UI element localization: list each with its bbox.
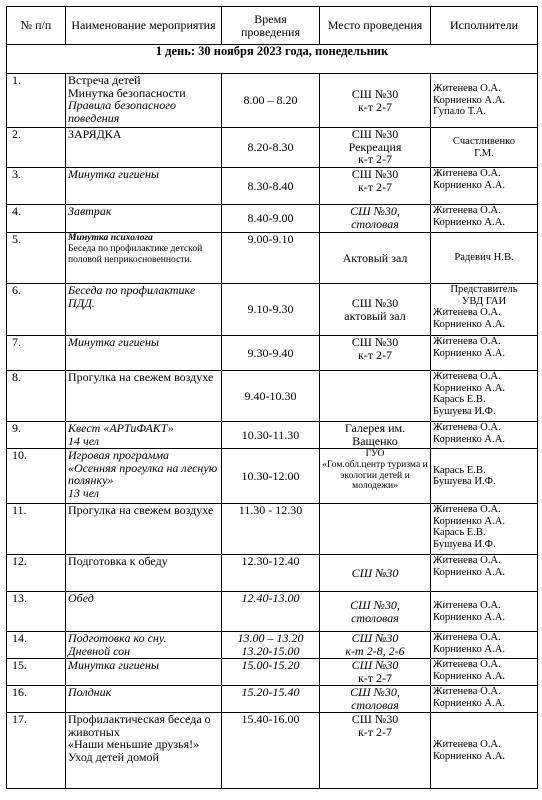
executor: Корниенко А.А. xyxy=(433,347,505,359)
event-place xyxy=(320,449,431,504)
event-name xyxy=(66,205,222,233)
event-place-line: СШ №30 xyxy=(351,127,399,141)
table-row xyxy=(7,449,538,504)
event-place-line: СШ №30 xyxy=(351,712,399,726)
event-name-line: Уход детей домой xyxy=(68,749,159,764)
table-row xyxy=(7,659,538,686)
row-number: 11. xyxy=(7,504,66,555)
row-number: 14. xyxy=(7,632,66,659)
table-row xyxy=(7,686,538,713)
event-executors xyxy=(431,284,538,336)
table-row xyxy=(7,336,538,371)
event-place-line: СШ №30 xyxy=(351,631,399,645)
executor: Корниенко А.А. xyxy=(433,697,505,709)
executor: Г.М. xyxy=(474,147,494,159)
executor: Корниенко А.А. xyxy=(433,515,505,527)
row-number: 13. xyxy=(7,592,66,632)
row-number: 4. xyxy=(7,205,66,233)
executor: Житенева О.А. xyxy=(433,504,501,515)
executor: Житенева О.А. xyxy=(433,422,501,433)
event-executors xyxy=(431,592,538,632)
table-row xyxy=(7,422,538,449)
executor: Корниенко А.А. xyxy=(433,94,505,106)
event-place-line: к-т 2-7 xyxy=(357,179,393,194)
event-name xyxy=(66,504,222,555)
event-executors xyxy=(431,336,538,371)
event-name-line: Минутка психолога xyxy=(68,232,153,243)
event-time xyxy=(222,632,320,659)
table-row xyxy=(7,205,538,233)
event-place-line: ГУО xyxy=(365,448,385,459)
event-time: 15.20-15.40 xyxy=(222,686,320,713)
row-number: 16. xyxy=(7,686,66,713)
event-name-line: Подготовка к обеду xyxy=(68,554,168,568)
event-place xyxy=(320,504,431,555)
executor: Корниенко А.А. xyxy=(433,670,505,682)
table-row xyxy=(7,371,538,422)
schedule-table xyxy=(6,6,538,789)
row-number: 5. xyxy=(7,233,66,284)
event-name-line: Полдник xyxy=(68,685,112,699)
event-time-line: 13.00 – 13.20 xyxy=(237,631,304,645)
event-place-line: столовая xyxy=(351,697,399,712)
executor: Корниенко А.А. xyxy=(433,433,505,445)
event-place xyxy=(320,592,431,632)
executor: Житенева О.А. xyxy=(433,205,501,216)
event-time: 15.40-16.00 xyxy=(222,713,320,789)
table-row xyxy=(7,592,538,632)
event-name xyxy=(66,284,222,336)
event-name-line: 13 чел xyxy=(68,485,99,500)
event-executors xyxy=(431,686,538,713)
event-name-line: Обед xyxy=(68,591,94,605)
executor: Житенева О.А. xyxy=(433,307,501,318)
event-place xyxy=(320,659,431,686)
header-name: Наименование мероприятия xyxy=(66,7,222,45)
event-executors xyxy=(431,74,538,128)
event-name-line: Завтрак xyxy=(68,204,112,218)
event-executors xyxy=(431,371,538,422)
event-place xyxy=(320,371,431,422)
event-name-line: Минутка гигиены xyxy=(68,658,160,672)
event-executors xyxy=(431,555,538,592)
header-row xyxy=(7,7,538,45)
event-name xyxy=(66,422,222,449)
event-name-line: Беседа по профилактике ПДД. xyxy=(68,283,196,310)
event-name xyxy=(66,713,222,789)
event-place-line: столовая xyxy=(351,216,399,231)
event-executors xyxy=(431,632,538,659)
event-name xyxy=(66,74,222,128)
executor: Представитель xyxy=(450,284,518,295)
event-name-line: «Осенняя прогулка на лесную полянку» xyxy=(68,460,218,488)
event-place-line: Галерея им. xyxy=(344,421,406,435)
event-name xyxy=(66,592,222,632)
executor: Житенева О.А. xyxy=(433,555,501,566)
event-name-line: Прогулка на свежем воздухе xyxy=(68,370,214,384)
executor: Радевич Н.В. xyxy=(454,252,514,264)
event-name xyxy=(66,371,222,422)
event-time: 15.00-15.20 xyxy=(222,659,320,686)
executor: Житенева О.А. xyxy=(433,600,501,611)
header-time: Время проведения xyxy=(222,7,320,45)
event-time: 10.30-12.00 xyxy=(222,449,320,504)
event-name-line: Дневной сон xyxy=(68,643,131,658)
event-place-line: к-т 2-7 xyxy=(357,347,393,362)
event-place-line: к-т 2-8, 2-6 xyxy=(345,643,405,658)
event-name-line: Беседа по профилактике детской половой неприкосновенности. xyxy=(68,242,203,265)
table-row xyxy=(7,632,538,659)
executor: Житенева О.А. xyxy=(433,686,501,697)
event-name-line: Прогулка на свежем воздухе xyxy=(68,503,214,517)
event-name-line: Профилактическая беседа о животных xyxy=(68,712,211,739)
day-label: 1 день: 30 ноября 2023 года, понедельник xyxy=(7,45,538,74)
event-name-line: Встреча детей xyxy=(68,73,141,87)
header-num: № п/п xyxy=(7,7,66,45)
event-place-line: к-т 2-7 xyxy=(357,152,393,167)
row-number: 10. xyxy=(7,449,66,504)
event-time: 8.20-8.30 xyxy=(222,128,320,168)
event-place xyxy=(320,284,431,336)
event-place-line: актовый зал xyxy=(344,308,406,323)
event-time: 9.10-9.30 xyxy=(222,284,320,336)
day-row xyxy=(7,45,538,74)
table-row xyxy=(7,168,538,205)
row-number: 15. xyxy=(7,659,66,686)
event-name xyxy=(66,168,222,205)
event-place xyxy=(320,686,431,713)
event-time: 12.40-13.00 xyxy=(222,592,320,632)
header-exec: Исполнители xyxy=(431,7,538,45)
event-place xyxy=(320,168,431,205)
event-time: 10.30-11.30 xyxy=(222,422,320,449)
event-time-line: 13.20-15.00 xyxy=(241,643,300,658)
event-place-line: СШ №30 xyxy=(351,565,399,580)
event-place-line: СШ №30 xyxy=(351,335,399,349)
row-number: 2. xyxy=(7,128,66,168)
event-time: 8.40-9.00 xyxy=(222,205,320,233)
row-number: 3. xyxy=(7,168,66,205)
executor: Корниенко А.А. xyxy=(433,179,505,191)
event-name xyxy=(66,632,222,659)
event-executors xyxy=(431,659,538,686)
row-number: 6. xyxy=(7,284,66,336)
event-executors xyxy=(431,504,538,555)
event-place-line: Рекреация xyxy=(348,139,402,154)
event-place-line: СШ №30 xyxy=(351,295,399,310)
event-name-line: Игровая программа xyxy=(68,448,170,462)
executor: Житенева О.А. xyxy=(433,371,501,382)
executor: Карась Е.В. xyxy=(433,394,486,405)
event-time: 9.00-9.10 xyxy=(222,233,320,284)
executor: Корниенко А.А. xyxy=(433,216,505,228)
event-name xyxy=(66,449,222,504)
executor: Житенева О.А. xyxy=(433,659,501,670)
event-time: 11.30 - 12.30 xyxy=(222,504,320,555)
executor: Гупало Т.А. xyxy=(433,106,487,118)
event-name xyxy=(66,555,222,592)
row-number: 12. xyxy=(7,555,66,592)
executor: Карась Е.В. xyxy=(433,464,486,476)
event-place xyxy=(320,128,431,168)
executor: Счастливенко xyxy=(452,136,516,147)
executor: Бушуева И.Ф. xyxy=(433,405,496,417)
event-place-line: СШ №30 xyxy=(351,167,399,181)
event-time: 8.00 – 8.20 xyxy=(222,74,320,128)
event-place xyxy=(320,74,431,128)
table-row xyxy=(7,74,538,128)
event-name xyxy=(66,659,222,686)
event-place-line: столовая xyxy=(351,610,399,625)
event-place xyxy=(320,336,431,371)
event-executors xyxy=(431,233,538,284)
event-place-line: СШ №30 xyxy=(351,658,399,672)
table-row xyxy=(7,128,538,168)
event-name-line: ЗАРЯДКА xyxy=(68,127,122,141)
event-executors xyxy=(431,449,538,504)
event-name-line: Правила безопасного поведения xyxy=(68,98,176,125)
event-name-line: Минутка безопасности xyxy=(68,85,186,100)
event-time: 9.40-10.30 xyxy=(222,371,320,422)
event-place xyxy=(320,555,431,592)
event-executors xyxy=(431,128,538,168)
event-executors xyxy=(431,422,538,449)
table-row xyxy=(7,284,538,336)
executor: Бушуева И.Ф. xyxy=(433,538,496,550)
event-executors xyxy=(431,205,538,233)
event-place-line: к-т 2-7 xyxy=(357,724,393,739)
event-name xyxy=(66,336,222,371)
event-executors xyxy=(431,168,538,205)
executor: Житенева О.А. xyxy=(433,83,501,95)
row-number: 1. xyxy=(7,74,66,128)
executor: Бушуева И.Ф. xyxy=(433,476,496,487)
table-row xyxy=(7,504,538,555)
event-place-line: к-т 2-7 xyxy=(357,99,393,114)
event-place-line: к-т 2-7 xyxy=(357,670,393,685)
event-place-line: Ващенко xyxy=(352,433,398,448)
executor: Корниенко А.А. xyxy=(433,566,505,578)
event-name-line: Минутка гигиены xyxy=(68,167,160,181)
row-number: 9. xyxy=(7,422,66,449)
event-time: 12.30-12.40 xyxy=(222,555,320,592)
event-place-line: «Гом.обл.центр туризма и экологии детей и молодежи» xyxy=(322,458,428,492)
table-row xyxy=(7,233,538,284)
executor: Корниенко А.А. xyxy=(433,611,505,623)
event-place-line: СШ №30, xyxy=(350,685,400,699)
event-name xyxy=(66,128,222,168)
row-number: 7. xyxy=(7,336,66,371)
executor: УВД ГАИ xyxy=(461,295,507,307)
row-number: 17. xyxy=(7,713,66,789)
event-name-line: Подготовка ко сну. xyxy=(68,631,167,645)
event-place-line: СШ №30 xyxy=(351,86,399,101)
event-time: 9.30-9.40 xyxy=(222,336,320,371)
event-place xyxy=(320,205,431,233)
event-place-line: СШ №30, xyxy=(350,204,400,218)
executor: Житенева О.А. xyxy=(433,739,501,750)
event-place-line: Актовый зал xyxy=(342,250,408,265)
event-place xyxy=(320,632,431,659)
event-place-line: СШ №30, xyxy=(350,597,400,612)
event-name xyxy=(66,686,222,713)
table-row xyxy=(7,555,538,592)
executor: Карась Е.В. xyxy=(433,527,486,538)
event-place xyxy=(320,713,431,789)
event-time: 8.30-8.40 xyxy=(222,168,320,205)
executor: Корниенко А.А. xyxy=(433,382,505,394)
executor: Житенева О.А. xyxy=(433,168,501,179)
event-name xyxy=(66,233,222,284)
executor: Житенева О.А. xyxy=(433,632,501,643)
event-place xyxy=(320,422,431,449)
table-row xyxy=(7,713,538,789)
event-name-line: «Наши меньшие друзья!» xyxy=(68,737,200,752)
event-name-line: Квест «АРТиФАКТ» xyxy=(68,421,174,435)
executor: Житенева О.А. xyxy=(433,336,501,347)
event-place xyxy=(320,233,431,284)
header-place: Место проведения xyxy=(320,7,431,45)
event-name-line: 14 чел xyxy=(68,433,99,448)
event-name-line: Минутка гигиены xyxy=(68,335,160,349)
executor: Корниенко А.А. xyxy=(433,750,505,762)
executor: Корниенко А.А. xyxy=(433,643,505,655)
executor: Корниенко А.А. xyxy=(433,318,505,330)
row-number: 8. xyxy=(7,371,66,422)
event-executors xyxy=(431,713,538,789)
